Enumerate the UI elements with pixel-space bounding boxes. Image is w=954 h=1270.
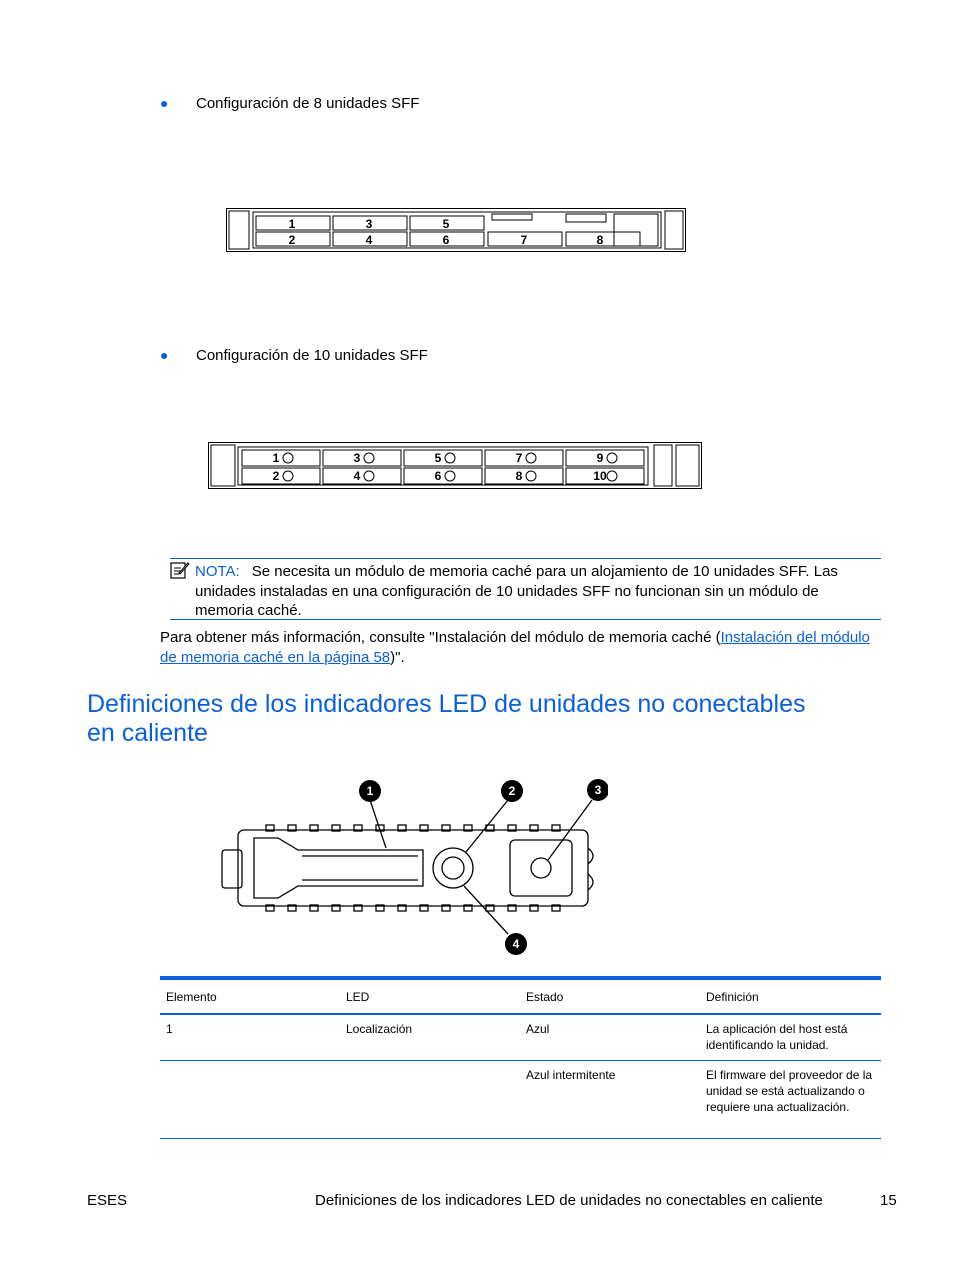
- bay-label: 6: [434, 469, 442, 483]
- para-text-before: Para obtener más información, consulte "Instalación del módulo de memoria caché (: [160, 629, 721, 646]
- callout-4: 4: [512, 937, 520, 951]
- table-cell: Azul: [520, 1014, 700, 1060]
- led-definitions-table: [160, 976, 881, 1139]
- server-10-bay-figure: [208, 442, 702, 489]
- table-cell: [340, 1060, 520, 1138]
- bay-label: 2: [288, 233, 296, 247]
- cache-module-link[interactable]: Instalación del módulo de memoria caché en la página 58: [160, 629, 870, 666]
- table-row: [160, 1060, 881, 1138]
- bay-label: 5: [442, 217, 450, 231]
- column-header: Elemento: [160, 978, 340, 1014]
- bay-label: 8: [596, 233, 604, 247]
- bullet-text: Configuración de 8 unidades SFF: [196, 95, 420, 112]
- bay-label: 4: [365, 233, 373, 247]
- bay-label: 7: [520, 233, 528, 247]
- table-cell: 1: [160, 1014, 340, 1060]
- bay-label: 5: [434, 451, 442, 465]
- table-cell: El firmware del proveedor de la unidad se está actualizando o requiere una actualización.: [700, 1060, 881, 1138]
- bay-label: 9: [596, 451, 604, 465]
- bay-label: 3: [353, 451, 361, 465]
- table-cell: [160, 1060, 340, 1138]
- footer-locale: ESES: [87, 1192, 128, 1209]
- callout-1: 1: [366, 784, 374, 798]
- bay-label: 3: [365, 217, 373, 231]
- table-row: [160, 1014, 881, 1060]
- callout-3: 3: [594, 783, 602, 797]
- bay-label: 4: [353, 469, 361, 483]
- column-header: Definición: [700, 978, 881, 1014]
- drive-carrier-figure: [218, 778, 608, 958]
- table-header-row: [160, 978, 881, 1014]
- bay-label: 7: [515, 451, 523, 465]
- bullet-icon: ●: [160, 347, 169, 363]
- bay-label: 8: [515, 469, 523, 483]
- column-header: LED: [340, 978, 520, 1014]
- footer-title: Definiciones de los indicadores LED de unidades no conectables en caliente: [315, 1192, 823, 1209]
- bay-label: 2: [272, 469, 280, 483]
- bullet-icon: ●: [160, 95, 169, 111]
- bay-label: 6: [442, 233, 450, 247]
- callout-2: 2: [508, 784, 516, 798]
- bay-label: 1: [288, 217, 296, 231]
- section-heading: Definiciones de los indicadores LED de unidades no conectables en caliente: [87, 690, 806, 747]
- bullet-text: Configuración de 10 unidades SFF: [196, 347, 428, 364]
- note-box: [170, 558, 881, 620]
- bay-label: 10: [593, 469, 607, 483]
- footer-page-number: 15: [880, 1192, 897, 1209]
- table-cell: Azul intermitente: [520, 1060, 700, 1138]
- note-body: Se necesita un módulo de memoria caché para un alojamiento de 10 unidades SFF. Las unidades instaladas en una configuración de 10 unidades SFF no funcionan sin un módulo de memoria caché.: [195, 563, 838, 619]
- note-label: NOTA:: [195, 563, 240, 580]
- column-header: Estado: [520, 978, 700, 1014]
- bay-label: 1: [272, 451, 280, 465]
- table-cell: Localización: [340, 1014, 520, 1060]
- server-8-bay-figure: [226, 208, 686, 252]
- para-text-after: )".: [390, 648, 405, 666]
- note-text: [195, 562, 875, 621]
- table-cell: La aplicación del host está identificando la unidad.: [700, 1014, 881, 1060]
- info-paragraph: [160, 628, 880, 667]
